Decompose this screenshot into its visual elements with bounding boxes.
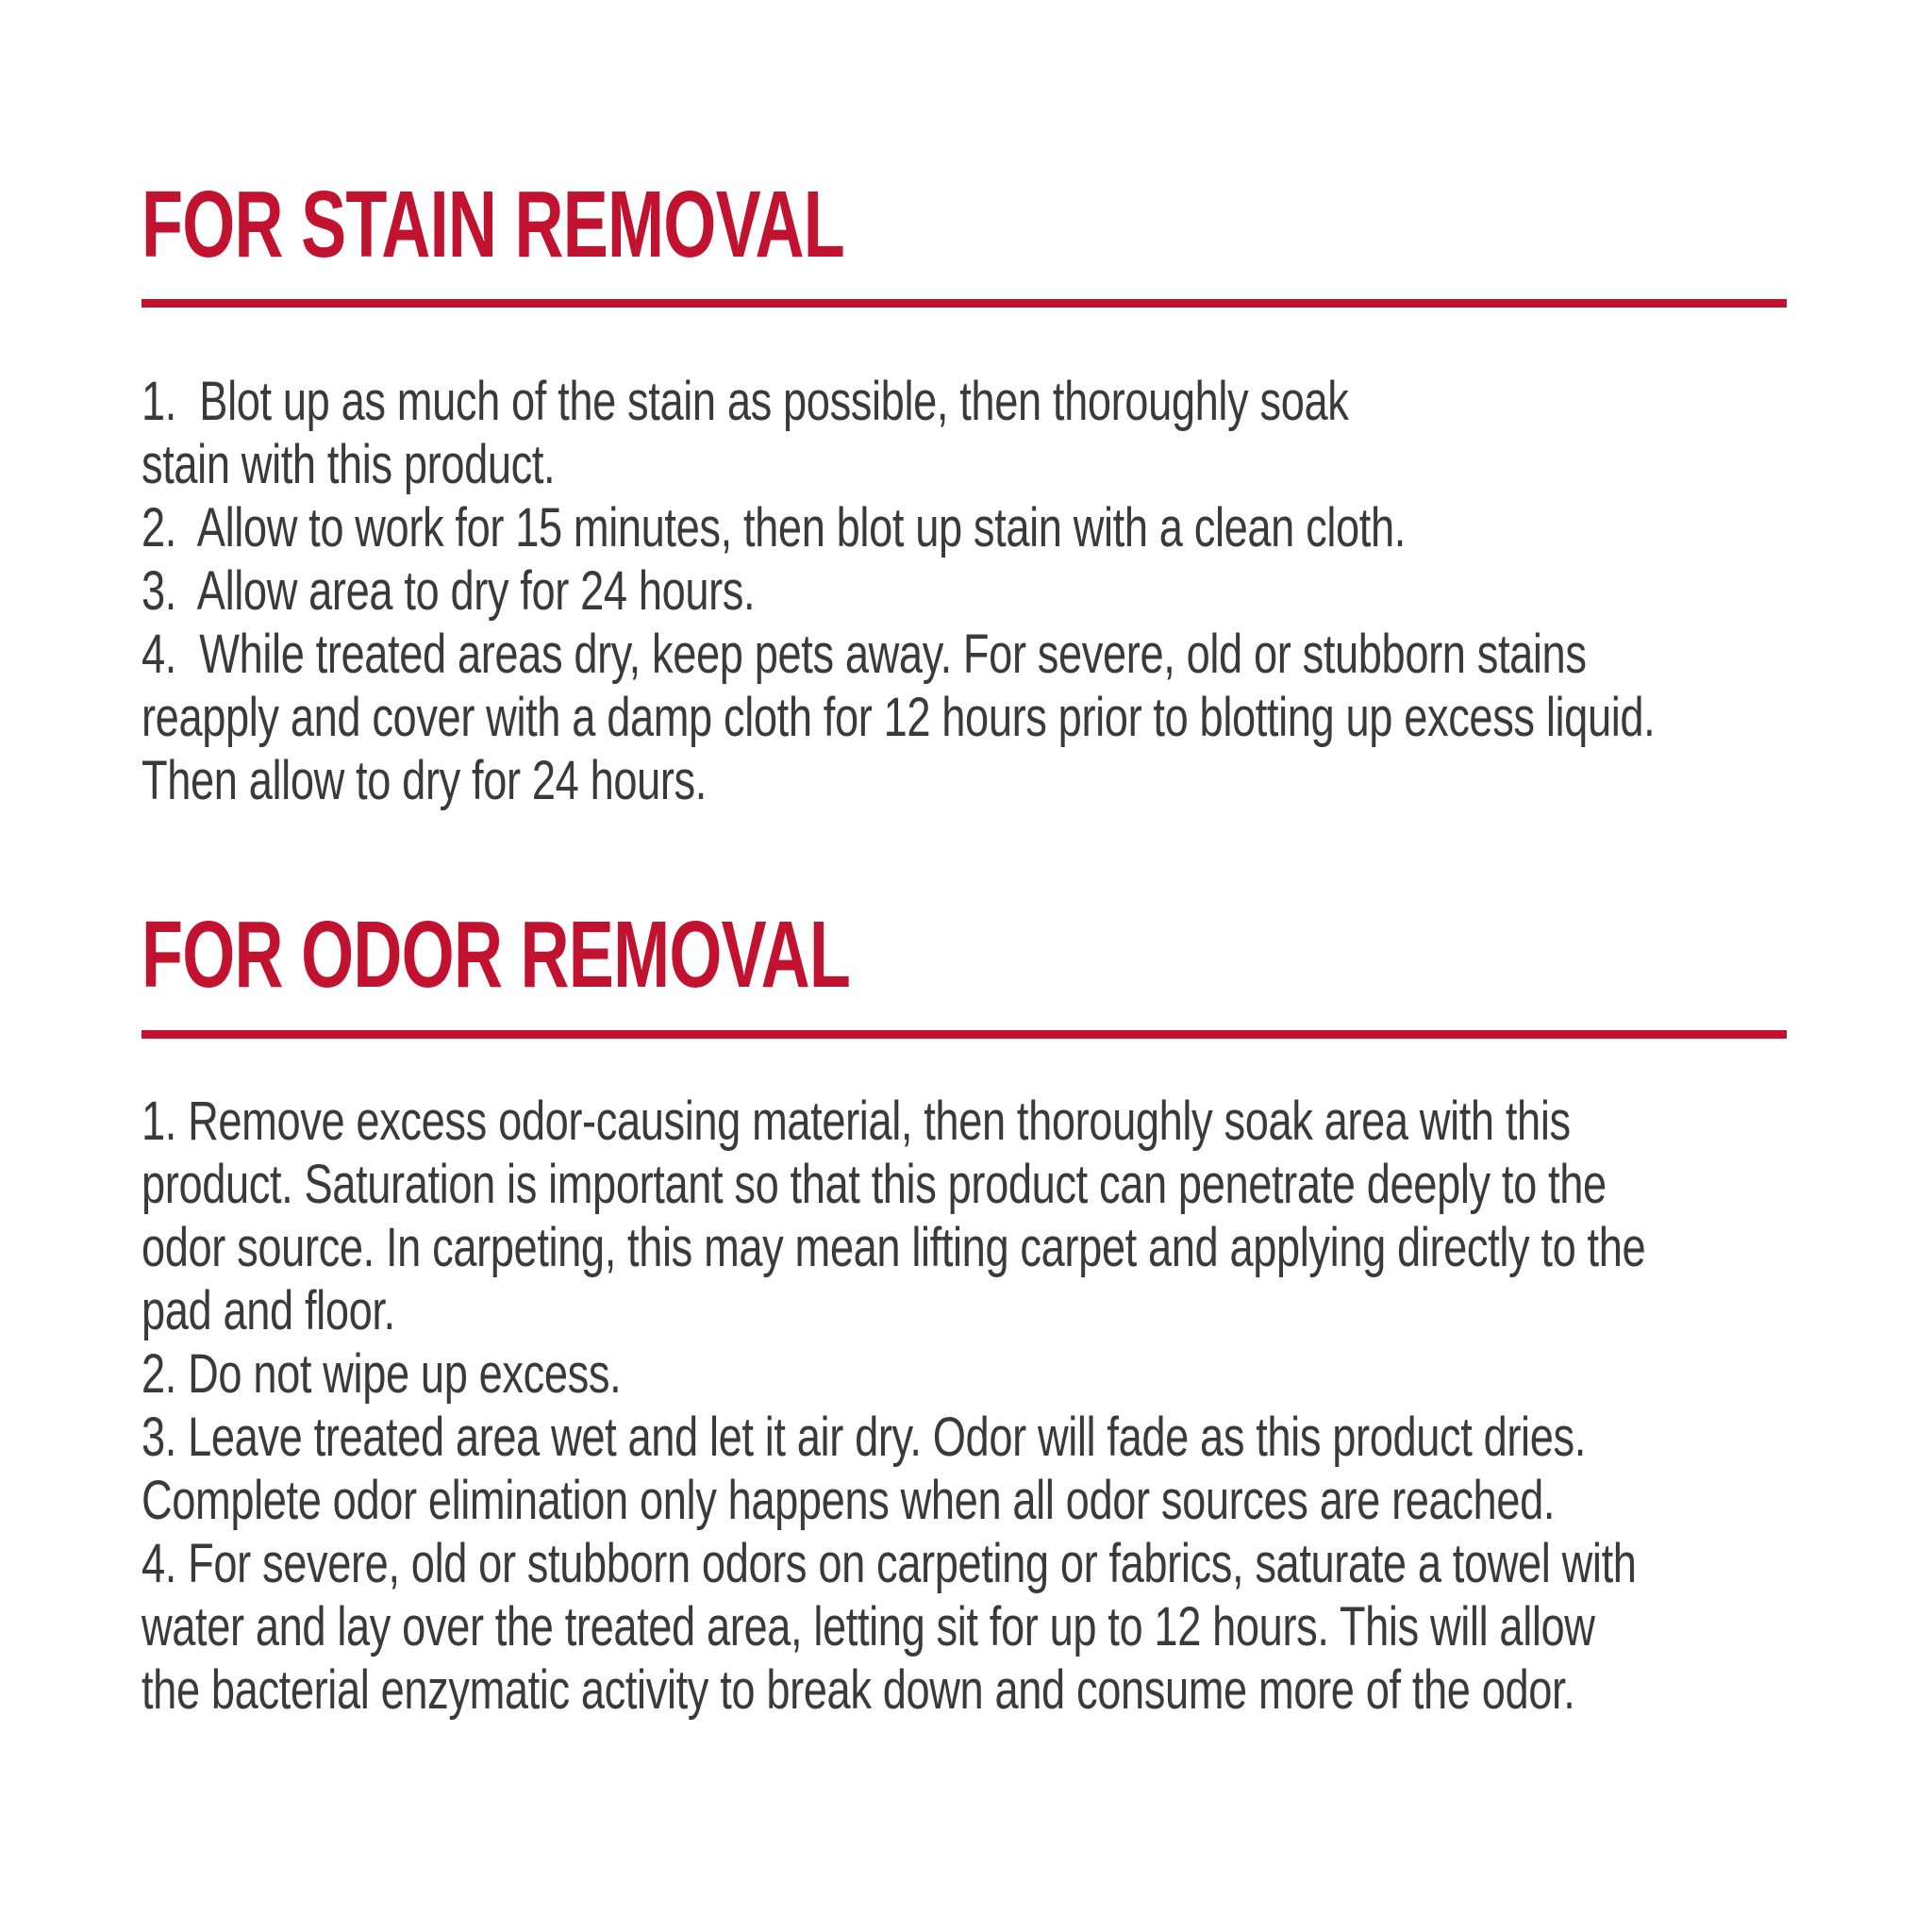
instruction-line: Complete odor elimination only happens when all odor sources are reached. <box>142 1470 1556 1531</box>
odor-section-divider <box>142 1030 1787 1039</box>
instruction-line: Then allow to dry for 24 hours. <box>142 750 707 811</box>
instruction-line: 1. Blot up as much of the stain as possible, then thoroughly soak <box>142 371 1349 432</box>
instruction-line: odor source. In carpeting, this may mean lifting carpet and applying directly to the <box>142 1217 1646 1278</box>
stain-removal-heading: FOR STAIN REMOVAL <box>142 172 845 277</box>
instruction-line: the bacterial enzymatic activity to break down and consume more of the odor. <box>142 1659 1575 1721</box>
instruction-line: 4. For severe, old or stubborn odors on carpeting or fabrics, saturate a towel with <box>142 1533 1637 1594</box>
odor-removal-heading: FOR ODOR REMOVAL <box>142 902 851 1008</box>
instruction-line: product. Saturation is important so that this product can penetrate deeply to the <box>142 1154 1607 1215</box>
instruction-line: water and lay over the treated area, letting sit for up to 12 hours. This will allow <box>142 1596 1595 1657</box>
instruction-line: stain with this product. <box>142 434 556 495</box>
instruction-line: 4. While treated areas dry, keep pets away. For severe, old or stubborn stains <box>142 624 1587 685</box>
instruction-line: 1. Remove excess odor-causing material, then thoroughly soak area with this <box>142 1091 1571 1152</box>
instruction-line: pad and floor. <box>142 1280 395 1341</box>
instruction-line: 2. Allow to work for 15 minutes, then blot up stain with a clean cloth. <box>142 497 1406 558</box>
stain-removal-instructions <box>142 370 1907 812</box>
instruction-line: 3. Leave treated area wet and let it air dry. Odor will fade as this product dries. <box>142 1407 1586 1468</box>
instruction-line: 2. Do not wipe up excess. <box>142 1343 622 1405</box>
instruction-line: reapply and cover with a damp cloth for 12 hours prior to blotting up excess liquid. <box>142 687 1656 748</box>
stain-section-divider <box>142 299 1787 308</box>
instruction-line: 3. Allow area to dry for 24 hours. <box>142 560 756 622</box>
odor-removal-instructions <box>142 1090 1907 1722</box>
